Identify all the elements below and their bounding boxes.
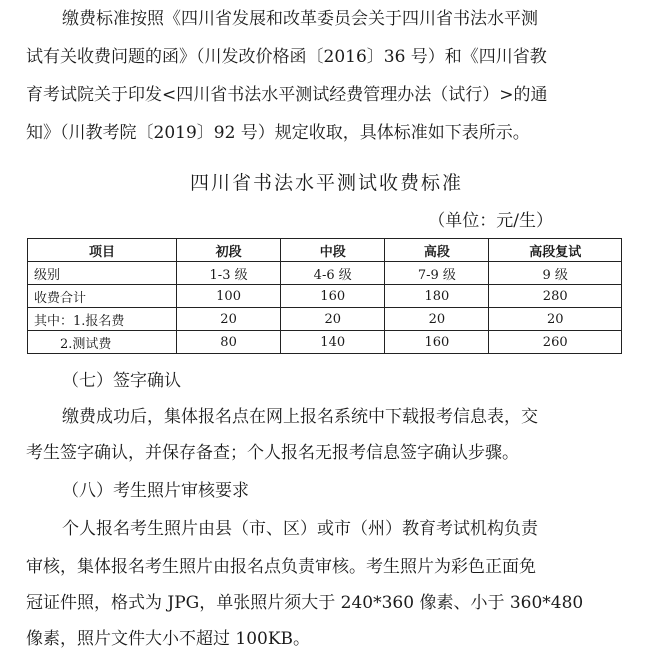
intro-line-1: 缴费标准按照《四川省发展和改革委员会关于四川省书法水平测	[62, 9, 538, 29]
intro-line-3: 育考试院关于印发<四川省书法水平测试经费管理办法（试行）>的通	[26, 85, 548, 105]
header-advanced-retest: 高段复试	[489, 239, 622, 262]
row-label: 级别	[28, 262, 177, 285]
table-cell: 20	[281, 308, 385, 331]
table-cell: 20	[177, 308, 281, 331]
section-7-heading: （七）签字确认	[62, 371, 181, 391]
table-cell: 280	[489, 285, 622, 308]
header-advanced: 高段	[385, 239, 489, 262]
intro-line-2: 试有关收费问题的函》（川发改价格函〔2016〕36 号）和《四川省教	[26, 47, 547, 67]
section-8-heading: （八）考生照片审核要求	[62, 481, 249, 501]
table-cell: 180	[385, 285, 489, 308]
header-item: 项目	[28, 239, 177, 262]
table-cell: 140	[281, 331, 385, 354]
table-row	[28, 262, 622, 285]
table-cell: 4-6 级	[281, 262, 385, 285]
section-7-line-2: 考生签字确认，并保存备查；个人报名无报考信息签字确认步骤。	[26, 443, 519, 463]
table-cell: 20	[489, 308, 622, 331]
table-cell: 7-9 级	[385, 262, 489, 285]
section-7-line-1: 缴费成功后，集体报名点在网上报名系统中下载报考信息表，交	[62, 407, 538, 427]
header-intermediate: 中段	[281, 239, 385, 262]
header-beginner: 初段	[177, 239, 281, 262]
table-header-row	[28, 239, 622, 262]
table-cell: 160	[385, 331, 489, 354]
row-label: 其中：1.报名费	[28, 308, 177, 331]
section-8-line-4: 像素，照片文件大小不超过 100KB。	[26, 629, 311, 649]
table-row	[28, 285, 622, 308]
table-cell: 1-3 级	[177, 262, 281, 285]
table-title: 四川省书法水平测试收费标准	[189, 172, 463, 194]
section-8-line-3: 冠证件照，格式为 JPG，单张照片须大于 240*360 像素、小于 360*480	[26, 593, 584, 613]
section-8-line-1: 个人报名考生照片由县（市、区）或市（州）教育考试机构负责	[62, 519, 538, 539]
table-cell: 80	[177, 331, 281, 354]
fee-table	[27, 238, 622, 354]
table-cell: 100	[177, 285, 281, 308]
intro-line-4: 知》（川教考院〔2019〕92 号）规定收取，具体标准如下表所示。	[26, 123, 530, 143]
section-8-line-2: 审核，集体报名考生照片由报名点负责审核。考生照片为彩色正面免	[26, 557, 536, 577]
row-label: 收费合计	[28, 285, 177, 308]
table-row	[28, 308, 622, 331]
row-label: 2.测试费	[28, 331, 177, 354]
table-cell: 260	[489, 331, 622, 354]
table-row	[28, 331, 622, 354]
unit-label: （单位：元/生）	[428, 211, 553, 231]
table-cell: 160	[281, 285, 385, 308]
table-cell: 9 级	[489, 262, 622, 285]
table-cell: 20	[385, 308, 489, 331]
